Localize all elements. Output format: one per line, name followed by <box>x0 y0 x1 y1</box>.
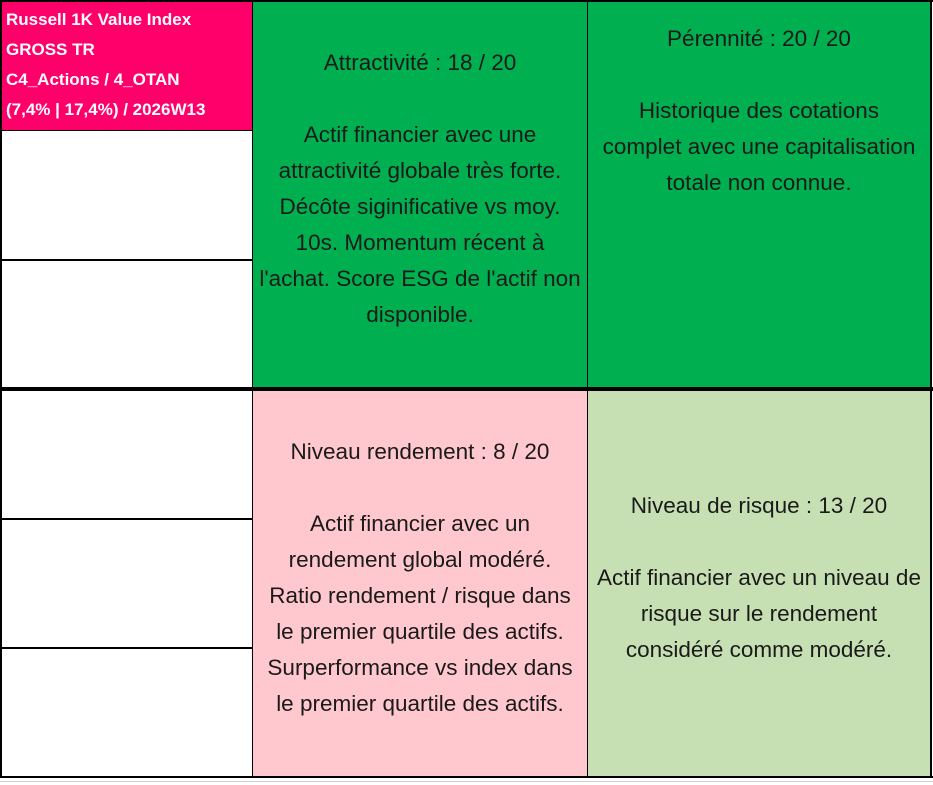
risque-card <box>588 391 930 776</box>
perennite-line-2: complet avec une capitalisation <box>602 133 916 159</box>
perennite-line-3: totale non connue. <box>666 169 852 195</box>
rendement-line-6: le premier quartile des actifs. <box>276 690 564 716</box>
blank-cell-1 <box>2 131 252 259</box>
header-line-1: Russell 1K Value Index <box>6 10 192 29</box>
rendement-line-1: Actif financier avec un <box>309 510 531 536</box>
risque-line-2: risque sur le rendement <box>640 600 878 626</box>
header-line-3: C4_Actions / 4_OTAN <box>6 70 180 89</box>
attractivite-line-5: l'achat. Score ESG de l'actif non <box>259 265 581 291</box>
attractivite-line-1: Actif financier avec une <box>303 121 537 147</box>
perennite-card <box>588 2 930 387</box>
rendement-line-5: Surperformance vs index dans <box>267 654 573 680</box>
attractivite-title: Attractivité : 18 / 20 <box>323 49 517 75</box>
risque-line-3: considéré comme modéré. <box>625 636 893 662</box>
index-header <box>2 2 252 130</box>
rendement-line-2: rendement global modéré. <box>288 546 552 572</box>
perennite-line-1: Historique des cotations <box>638 97 880 123</box>
rendement-line-4: le premier quartile des actifs. <box>276 618 564 644</box>
grid-line-bottom <box>0 776 933 778</box>
grid-line-next-row <box>0 781 933 782</box>
grid-line-row-b <box>0 259 252 261</box>
blank-cell-5 <box>2 649 252 776</box>
header-line-2: GROSS TR <box>6 40 95 59</box>
rendement-card <box>253 391 587 776</box>
risque-title: Niveau de risque : 13 / 20 <box>630 492 888 518</box>
attractivite-line-4: 10s. Momentum récent à <box>295 229 545 255</box>
attractivite-line-2: attractivité globale très forte. <box>278 157 562 183</box>
grid-line-middle <box>0 387 933 391</box>
risque-line-1: Actif financier avec un niveau de <box>597 564 921 590</box>
blank-cell-4 <box>2 520 252 647</box>
perennite-title: Pérennité : 20 / 20 <box>667 25 851 51</box>
grid-line-top <box>0 0 933 2</box>
grid-line-row-a <box>0 130 252 131</box>
blank-cell-3 <box>2 391 252 518</box>
rendement-line-3: Ratio rendement / risque dans <box>269 582 571 608</box>
grid-line-row-c <box>0 518 252 520</box>
blank-cell-2 <box>2 261 252 387</box>
attractivite-card <box>253 2 587 387</box>
attractivite-line-6: disponible. <box>366 301 474 327</box>
rendement-title: Niveau rendement : 8 / 20 <box>290 438 550 464</box>
header-line-4: (7,4% | 17,4%) / 2026W13 <box>6 100 206 119</box>
attractivite-line-3: Décôte siginificative vs moy. <box>279 193 561 219</box>
grid-line-row-d <box>0 647 252 649</box>
